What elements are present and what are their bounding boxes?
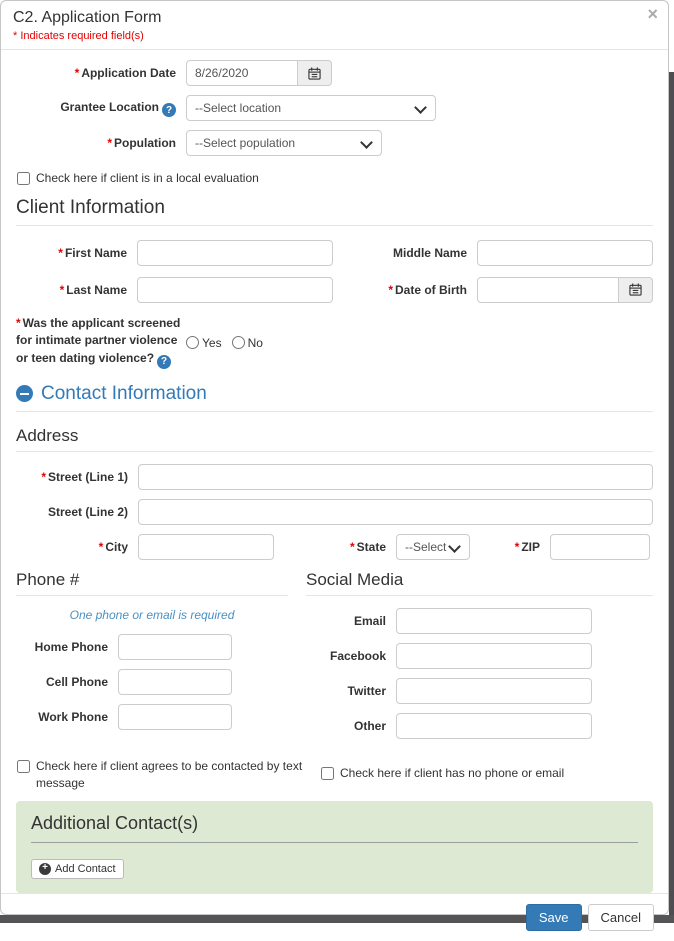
minus-circle-icon	[16, 385, 33, 402]
screening-no-option	[232, 336, 263, 350]
other-row	[306, 713, 653, 739]
bottom-checkboxes	[16, 758, 653, 792]
street2-row	[16, 499, 653, 525]
zip-input[interactable]	[550, 534, 650, 560]
grantee-location-row	[16, 95, 653, 121]
page-title: C2. Application Form	[13, 9, 162, 26]
text-message-label: Check here if client agrees to be contacted by text message	[36, 758, 303, 790]
work-phone-input[interactable]	[118, 704, 232, 730]
city-input[interactable]	[138, 534, 274, 560]
calendar-icon	[308, 67, 321, 80]
required-note: * Indicates required field(s)	[13, 30, 144, 42]
screening-question-label: * Was the applicant screened for intimate partner violence or teen dating violence??	[16, 315, 186, 369]
date-of-birth-group	[477, 277, 653, 303]
population-label: * Population	[107, 135, 176, 150]
required-asterisk: *	[388, 282, 393, 297]
section-toggle-contact-information[interactable]	[16, 383, 653, 412]
screening-yes-label: Yes	[202, 335, 222, 350]
social-column	[306, 570, 653, 748]
required-asterisk: *	[16, 315, 21, 330]
date-of-birth-calendar-button[interactable]	[619, 277, 653, 303]
email-row	[306, 608, 653, 634]
middle-name-label: Middle Name	[392, 245, 467, 260]
city-state-zip-row	[16, 534, 653, 560]
population-select[interactable]	[186, 130, 382, 156]
no-phone-email-checkbox-row	[320, 765, 653, 792]
save-button[interactable]: Save	[526, 904, 582, 931]
section-heading-client-information: Client Information	[16, 197, 653, 226]
street1-row	[16, 464, 653, 490]
no-phone-email-checkbox[interactable]	[321, 767, 334, 780]
date-of-birth-input[interactable]	[477, 277, 619, 303]
cell-phone-input[interactable]	[118, 669, 232, 695]
local-evaluation-checkbox-row	[16, 170, 653, 187]
required-asterisk: *	[98, 539, 104, 554]
state-selected: --Select	[405, 539, 447, 554]
date-of-birth-label: * Date of Birth	[388, 282, 467, 297]
population-selected: --Select population	[195, 136, 296, 150]
text-message-checkbox-row	[16, 758, 306, 792]
street1-input[interactable]	[138, 464, 653, 490]
screening-yes-option	[186, 336, 222, 350]
modal-footer	[1, 893, 668, 941]
cell-phone-row	[16, 669, 288, 695]
required-asterisk: *	[58, 245, 63, 260]
modal-header	[1, 1, 668, 50]
screening-radio-group	[186, 315, 263, 369]
grantee-location-selected: --Select location	[195, 101, 282, 115]
add-contact-button[interactable]	[31, 859, 124, 879]
calendar-icon	[629, 283, 642, 296]
other-input[interactable]	[396, 713, 592, 739]
text-message-checkbox[interactable]	[17, 760, 30, 773]
phone-column	[16, 570, 288, 748]
section-heading-social-media: Social Media	[306, 570, 653, 596]
street2-label: Street (Line 2)	[47, 504, 128, 519]
chevron-down-icon	[447, 540, 461, 554]
middle-name-input[interactable]	[477, 240, 653, 266]
screening-no-radio[interactable]	[232, 336, 245, 349]
facebook-label: Facebook	[329, 648, 386, 663]
additional-contacts-panel	[16, 801, 653, 893]
state-label: * State	[349, 539, 386, 554]
required-asterisk: *	[59, 282, 65, 297]
required-asterisk: *	[74, 65, 80, 80]
chevron-down-icon	[359, 136, 373, 150]
work-phone-row	[16, 704, 288, 730]
chevron-down-icon	[413, 101, 427, 115]
email-label: Email	[353, 613, 386, 628]
screening-no-label: No	[247, 335, 263, 350]
application-date-input[interactable]	[186, 60, 298, 86]
section-heading-additional-contacts: Additional Contact(s)	[31, 813, 638, 843]
no-phone-email-label: Check here if client has no phone or email	[340, 765, 565, 780]
plus-circle-icon	[39, 863, 51, 875]
grantee-location-label: Grantee Location ?	[16, 99, 186, 118]
application-date-calendar-button[interactable]	[298, 60, 332, 86]
phone-note: One phone or email is required	[69, 607, 235, 622]
cancel-button[interactable]: Cancel	[588, 904, 654, 931]
email-input[interactable]	[396, 608, 592, 634]
last-name-label: * Last Name	[59, 282, 127, 297]
home-phone-label: Home Phone	[34, 639, 108, 654]
last-name-input[interactable]	[137, 277, 333, 303]
close-icon[interactable]: ×	[647, 4, 658, 24]
twitter-input[interactable]	[396, 678, 592, 704]
section-heading-address: Address	[16, 426, 653, 452]
section-heading-phone: Phone #	[16, 570, 288, 596]
facebook-input[interactable]	[396, 643, 592, 669]
twitter-label: Twitter	[347, 683, 386, 698]
page-background-right-edge	[669, 0, 674, 923]
screening-question-row	[16, 315, 653, 369]
grantee-location-select[interactable]	[186, 95, 436, 121]
application-date-row	[16, 60, 653, 86]
application-date-label: * Application Date	[74, 65, 176, 80]
street2-input[interactable]	[138, 499, 653, 525]
add-contact-label: Add Contact	[55, 862, 116, 875]
first-name-label: * First Name	[58, 245, 127, 260]
required-asterisk: *	[349, 539, 355, 554]
other-label: Other	[353, 718, 386, 733]
twitter-row	[306, 678, 653, 704]
population-row	[16, 130, 653, 156]
home-phone-row	[16, 634, 288, 660]
home-phone-input[interactable]	[118, 634, 232, 660]
client-info-grid	[16, 240, 653, 303]
required-asterisk: *	[107, 135, 112, 150]
city-label: * City	[98, 539, 128, 554]
screening-yes-radio[interactable]	[186, 336, 199, 349]
modal-body	[1, 50, 668, 893]
contact-information-heading: Contact Information	[41, 382, 207, 404]
zip-label: * ZIP	[514, 539, 540, 554]
facebook-row	[306, 643, 653, 669]
work-phone-label: Work Phone	[38, 709, 108, 724]
help-icon[interactable]	[157, 355, 171, 369]
state-select[interactable]	[396, 534, 470, 560]
cell-phone-label: Cell Phone	[45, 674, 108, 689]
application-date-group	[186, 60, 332, 86]
phone-social-columns	[16, 570, 653, 748]
required-asterisk: *	[514, 539, 520, 554]
help-icon[interactable]	[162, 103, 176, 117]
local-evaluation-label: Check here if client is in a local evaluation	[36, 171, 259, 185]
first-name-input[interactable]	[137, 240, 333, 266]
local-evaluation-checkbox[interactable]	[17, 172, 30, 185]
street1-label: * Street (Line 1)	[41, 469, 128, 484]
required-asterisk: *	[41, 469, 46, 484]
